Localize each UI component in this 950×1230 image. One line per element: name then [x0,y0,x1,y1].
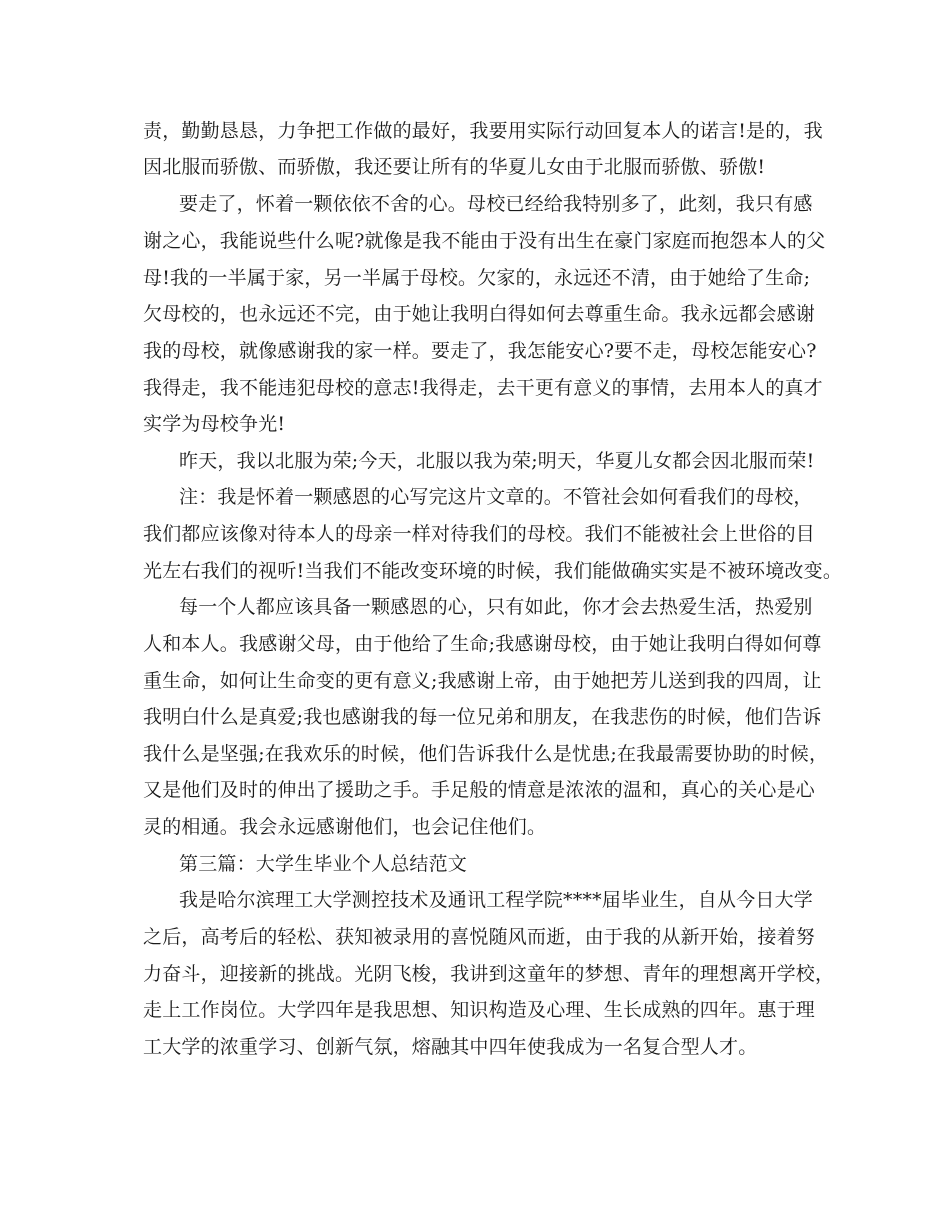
text-line: 又是他们及时的伸出了援助之手。手足般的情意是浓浓的温和，真心的关心是心 [143,779,816,801]
text-line: 责，勤勤恳恳，力争把工作做的最好，我要用实际行动回复本人的诺言!是的，我 [143,120,823,142]
text-line: 欠母校的，也永远还不完，由于她让我明白得如何去尊重生命。我永远都会感谢 [143,303,816,325]
text-line: 重生命，如何让生命变的更有意义;我感谢上帝，由于她把芳儿送到我的四周，让 [143,670,822,692]
text-line: 因北服而骄傲、而骄傲，我还要让所有的华夏儿女由于北服而骄傲、骄傲! [143,156,766,178]
text-line: 母!我的一半属于家，另一半属于母校。欠家的，永远还不清，由于她给了生命; [143,267,811,289]
text-line: 谢之心，我能说些什么呢?就像是我不能由于没有出生在豪门家庭而抱怨本人的父 [143,230,826,252]
text-line: 之后，高考后的轻松、获知被录用的喜悦随风而逝，由于我的从新开始，接着努 [143,926,816,948]
text-line: 我得走，我不能违犯母校的意志!我得走，去干更有意义的事情，去用本人的真才 [143,377,823,399]
section-heading: 第三篇：大学生毕业个人总结范文 [179,853,468,875]
text-line: 实学为母校争光! [143,413,286,435]
paragraph-start-line: 昨天，我以北服为荣;今天，北服以我为荣;明天，华夏儿女都会因北服而荣! [179,450,815,472]
text-line: 我什么是坚强;在我欢乐的时候，他们告诉我什么是忧患;在我最需要协助的时候， [143,743,829,765]
text-line: 我的母校，就像感谢我的家一样。要走了，我怎能安心?要不走，母校怎能安心? [143,340,817,362]
paragraph-start-line: 我是哈尔滨理工大学测控技术及通讯工程学院****届毕业生，自从今日大学 [179,889,814,911]
text-line: 人和本人。我感谢父母，由于他给了生命;我感谢母校，由于她让我明白得如何尊 [143,633,822,655]
text-line: 我们都应该像对待本人的母亲一样对待我们的母校。我们不能被社会上世俗的目 [143,523,816,545]
paragraph-start-line: 注：我是怀着一颗感恩的心写完这片文章的。不管社会如何看我们的母校， [179,486,813,508]
text-line: 走上工作岗位。大学四年是我思想、知识构造及心理、生长成熟的四年。惠于理 [143,999,816,1021]
text-line: 光左右我们的视听!当我们不能改变环境的时候，我们能做确实实是不被环境改变。 [143,560,843,582]
text-line: 工大学的浓重学习、创新气氛，熔融其中四年使我成为一名复合型人才。 [143,1036,758,1058]
paragraph-start-line: 每一个人都应该具备一颗感恩的心，只有如此，你才会去热爱生活，热爱别 [179,596,813,618]
paragraph-start-line: 要走了，怀着一颗依依不舍的心。母校已经给我特别多了，此刻，我只有感 [179,193,813,215]
text-line: 我明白什么是真爱;我也感谢我的每一位兄弟和朋友，在我悲伤的时候，他们告诉 [143,706,822,728]
text-line: 力奋斗，迎接新的挑战。光阴飞梭，我讲到这童年的梦想、青年的理想离开学校， [143,963,835,985]
text-line: 灵的相通。我会永远感谢他们，也会记住他们。 [143,816,547,838]
